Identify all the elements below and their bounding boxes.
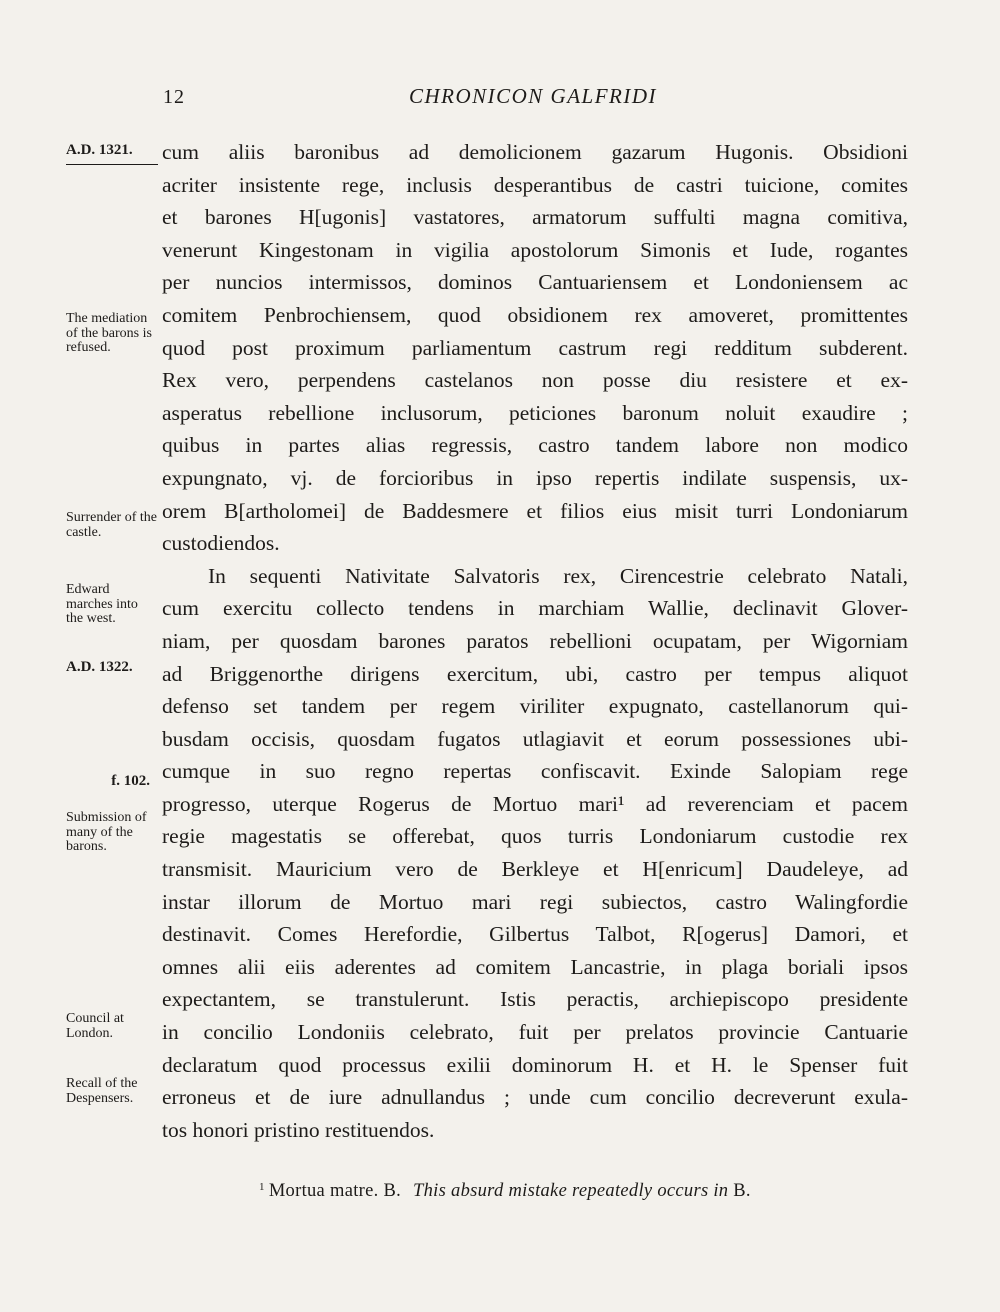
footnote (259, 1181, 751, 1202)
text-line: tos honori pristino restituendos. (162, 1117, 435, 1142)
text-line: transmisit. Mauricium vero de Berkleye et H[enricum] Daudeleye, ad (162, 857, 908, 882)
text-line: quod post proximum parliamentum castrum regi redditum subderent. (162, 335, 908, 360)
margin-note-edward-marches: Edward marches into the west. (66, 582, 138, 626)
footnote-text: Mortua matre. B. (268, 1181, 402, 1201)
text-line: asperatus rebellione inclusorum, peticiones baronum noluit exaudire ; (162, 400, 908, 425)
text-line: ad Briggenorthe dirigens exercitum, ubi, castro per tempus aliquot (162, 661, 908, 686)
text-line: erroneus et de iure adnullandus ; unde cum concilio decreverunt exula- (162, 1085, 908, 1110)
margin-note-submission: Submission of many of the barons. (66, 810, 147, 854)
text-line: omnes alii eiis aderentes ad comitem Lancastrie, in plaga boriali ipsos (162, 954, 908, 979)
text-line: destinavit. Comes Herefordie, Gilbertus Talbot, R[ogerus] Damori, et (162, 922, 908, 947)
text-line: defenso set tandem per regem viriliter expugnato, castellanorum qui- (162, 694, 908, 719)
text-line: orem B[artholomei] de Baddesmere et filios eius misit turri Londoniarum (162, 498, 908, 523)
margin-note-council: Council at London. (66, 1011, 124, 1041)
text-line: expectantem, se transtulerunt. Istis peractis, archiepiscopo presidente (162, 987, 908, 1012)
text-line: busdam occisis, quosdam fugatos utlagiavit et eorum possessiones ubi- (162, 726, 908, 751)
margin-date-1322: A.D. 1322. (66, 659, 133, 675)
text-line: et barones H[ugonis] vastatores, armatorum suffulti magna comitiva, (162, 205, 908, 230)
text-line: declaratum quod processus exilii dominorum H. et H. le Spenser fuit (162, 1052, 908, 1077)
margin-note-mediation: The mediation of the barons is refused. (66, 311, 152, 355)
text-line: cum exercitu collecto tendens in marchiam Wallie, declinavit Glover- (162, 596, 908, 621)
text-line: cumque in suo regno repertas confiscavit. Exinde Salopiam rege (162, 759, 908, 784)
text-line: In sequenti Nativitate Salvatoris rex, Cirencestrie celebrato Natali, (208, 563, 908, 588)
text-line: in concilio Londoniis celebrato, fuit per prelatos provincie Cantuarie (162, 1020, 908, 1045)
footnote-end: B. (733, 1181, 751, 1201)
text-line: per nuncios intermissos, dominos Cantuariensem et Londoniensem ac (162, 270, 908, 295)
margin-folio-ref: f. 102. (111, 773, 150, 789)
margin-note-surrender: Surrender of the castle. (66, 510, 157, 540)
text-line: venerunt Kingestonam in vigilia apostolorum Simonis et Iude, rogantes (162, 237, 908, 262)
text-line: expungnato, vj. de forcioribus in ipso repertis indilate suspensis, ux- (162, 465, 908, 490)
text-line: niam, per quosdam barones paratos rebellioni ocupatam, per Wigorniam (162, 628, 908, 653)
text-line: cum aliis baronibus ad demolicionem gazarum Hugonis. Obsidioni (162, 140, 908, 164)
running-title: CHRONICON GALFRIDI (408, 84, 658, 108)
text-line: quibus in partes alias regressis, castro tandem labore non modico (162, 433, 908, 458)
margin-date-1321: A.D. 1321. (66, 143, 158, 165)
text-line: progresso, uterque Rogerus de Mortuo mari¹ ad reverenciam et pacem (162, 791, 908, 816)
footnote-marker: 1 (259, 1181, 265, 1193)
main-text (162, 136, 908, 1146)
text-line: acriter insistente rege, inclusis desperantibus de castri tuicione, comites (162, 172, 908, 197)
text-line: custodiendos. (162, 531, 280, 556)
footnote-italic-text: This absurd mistake repeatedly occurs in (413, 1181, 729, 1201)
text-line: regie magestatis se offerebat, quos turris Londoniarum custodie rex (162, 824, 908, 849)
page-number: 12 (163, 86, 185, 108)
text-line: Rex vero, perpendens castelanos non posse diu resistere et ex- (162, 368, 908, 393)
text-line: comitem Penbrochiensem, quod obsidionem rex amoveret, promittentes (162, 302, 908, 327)
text-line: instar illorum de Mortuo mari regi subiectos, castro Walingfordie (162, 889, 908, 914)
margin-note-recall: Recall of the Despensers. (66, 1076, 138, 1106)
